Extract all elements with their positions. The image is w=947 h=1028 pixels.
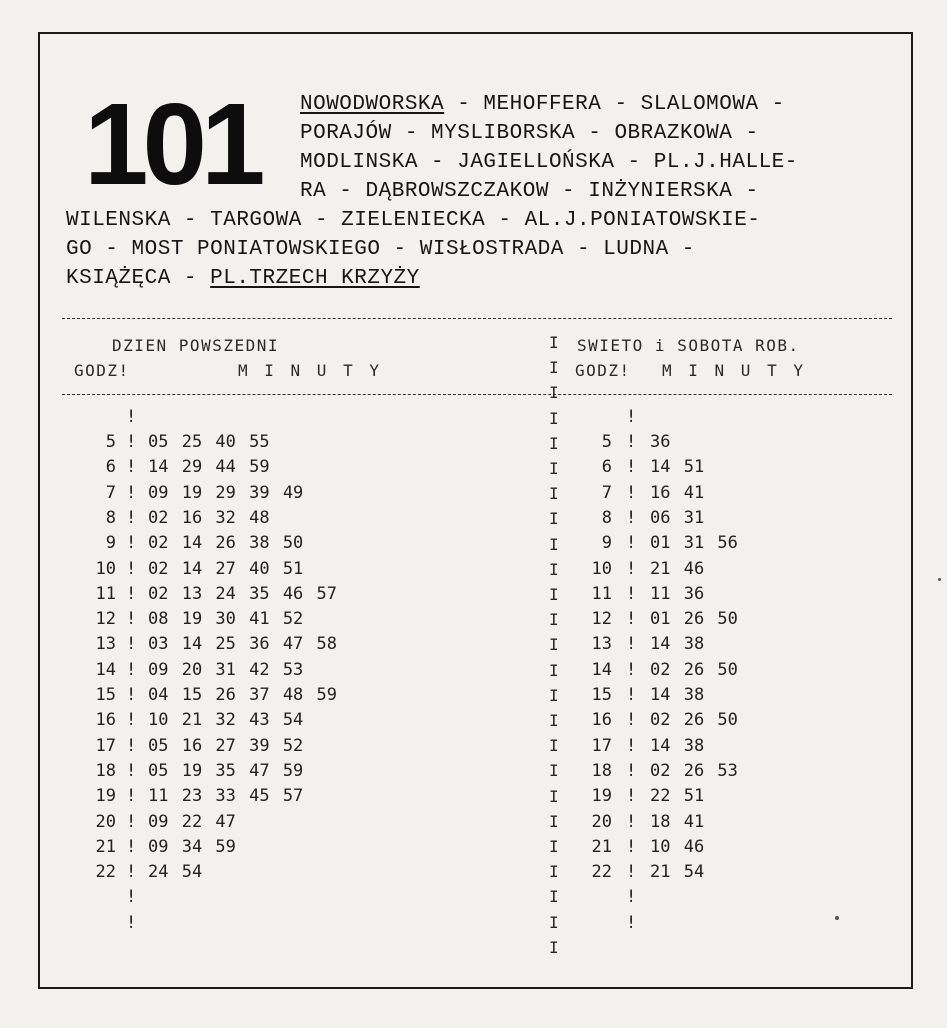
holiday-separator: ! — [626, 685, 637, 705]
weekday-hour: 9 — [105, 533, 116, 554]
weekday-minutes: 05 19 35 47 59 — [148, 760, 304, 781]
holiday-separator: ! — [626, 533, 637, 554]
route-number: 101 — [84, 79, 260, 209]
weekday-hour: 15 — [95, 685, 116, 705]
holiday-hour: 8 — [601, 507, 612, 528]
weekday-title: DZIEN POWSZEDNI — [112, 336, 279, 355]
holiday-hour: 5 — [601, 432, 612, 452]
paper-speck — [938, 578, 941, 581]
route-stops-line-7-start: KSIĄŻĘCA - — [66, 267, 211, 290]
weekday-separator: ! — [126, 786, 137, 807]
weekday-hour: 7 — [105, 482, 116, 503]
holiday-separator: ! — [626, 634, 637, 655]
weekday-separator: ! — [126, 836, 137, 857]
holiday-hour: 9 — [601, 533, 612, 554]
holiday-minutes: 06 31 — [650, 507, 705, 528]
holiday-minutes: 14 38 — [650, 735, 705, 756]
weekday-hour-label: GODZ! — [74, 361, 130, 380]
weekday-separator: ! — [126, 609, 137, 630]
route-stops-line-4: RA - DĄBROWSZCZAKOW - INŻYNIERSKA - — [300, 180, 759, 203]
weekday-hour: 13 — [95, 634, 116, 655]
holiday-separator: ! — [626, 862, 637, 883]
weekday-minutes-label: M I N U T Y — [238, 361, 381, 380]
holiday-hour: 7 — [601, 482, 612, 503]
holiday-hour: 10 — [591, 558, 612, 579]
holiday-separator: ! — [626, 760, 637, 781]
weekday-separator: ! — [126, 887, 137, 908]
weekday-hour: 16 — [95, 710, 116, 731]
holiday-separator: ! — [626, 457, 637, 478]
weekday-minutes: 05 16 27 39 52 — [148, 735, 304, 756]
route-stops-line-2: PORAJÓW - MYSLIBORSKA - OBRAZKOWA - — [300, 122, 759, 145]
weekday-hour: 6 — [105, 457, 116, 478]
weekday-minutes: 09 19 29 39 49 — [148, 482, 304, 503]
holiday-hour: 19 — [591, 786, 612, 807]
start-stop: NOWODWORSKA — [300, 93, 445, 116]
weekday-minutes: 02 13 24 35 46 57 — [148, 583, 337, 604]
weekday-separator: ! — [126, 533, 137, 554]
holiday-hour: 13 — [591, 634, 612, 655]
weekday-separator: ! — [126, 862, 137, 883]
holiday-separator: ! — [626, 836, 637, 857]
weekday-separator: ! — [126, 760, 137, 781]
holiday-minutes: 14 38 — [650, 634, 705, 655]
weekday-minutes: 09 22 47 — [148, 811, 236, 832]
weekday-separator: ! — [126, 811, 137, 832]
weekday-minutes: 02 14 27 40 51 — [148, 558, 304, 579]
weekday-separator: ! — [126, 659, 137, 680]
holiday-title: SWIETO i SOBOTA ROB. — [577, 336, 800, 355]
holiday-minutes: 01 31 56 — [650, 533, 738, 554]
weekday-separator: ! — [126, 406, 137, 427]
route-stops-line-5: WILENSKA - TARGOWA - ZIELENIECKA - AL.J.PONIATOWSKIE- — [66, 209, 761, 232]
header-top-rule — [62, 318, 892, 319]
route-stops-line-6: GO - MOST PONIATOWSKIEGO - WISŁOSTRADA - LUDNA - — [66, 238, 695, 261]
holiday-minutes: 21 54 — [650, 862, 705, 883]
weekday-hour: 18 — [95, 760, 116, 781]
holiday-separator: ! — [626, 583, 637, 604]
weekday-minutes: 09 20 31 42 53 — [148, 659, 304, 680]
weekday-hour: 8 — [105, 507, 116, 528]
header-bottom-rule — [62, 394, 892, 395]
holiday-hour: 21 — [591, 836, 612, 857]
holiday-hour: 17 — [591, 735, 612, 756]
holiday-separator: ! — [626, 482, 637, 503]
weekday-separator: ! — [126, 710, 137, 731]
weekday-hour: 17 — [95, 735, 116, 756]
weekday-hour: 19 — [95, 786, 116, 807]
weekday-hour: 5 — [105, 432, 116, 452]
weekday-minutes: 09 34 59 — [148, 836, 236, 857]
weekday-separator: ! — [126, 583, 137, 604]
weekday-separator: ! — [126, 685, 137, 705]
weekday-separator: ! — [126, 432, 137, 452]
holiday-minutes: 18 41 — [650, 811, 705, 832]
holiday-hour: 11 — [591, 583, 612, 604]
holiday-hour: 16 — [591, 710, 612, 731]
weekday-hour: 22 — [95, 862, 116, 883]
weekday-hour: 10 — [95, 558, 116, 579]
holiday-minutes: 14 51 — [650, 457, 705, 478]
holiday-minutes: 14 38 — [650, 685, 705, 705]
weekday-minutes: 08 19 30 41 52 — [148, 609, 304, 630]
paper-speck — [835, 916, 839, 920]
holiday-separator: ! — [626, 735, 637, 756]
route-stops-line-1-rest: - MEHOFFERA - SLALOMOWA - — [444, 93, 785, 116]
holiday-separator: ! — [626, 811, 637, 832]
holiday-hour-label: GODZ! — [575, 361, 631, 380]
holiday-hour: 20 — [591, 811, 612, 832]
holiday-minutes: 21 46 — [650, 558, 705, 579]
holiday-hour: 12 — [591, 609, 612, 630]
weekday-hour: 21 — [95, 836, 116, 857]
holiday-separator: ! — [626, 558, 637, 579]
holiday-minutes: 16 41 — [650, 482, 705, 503]
weekday-hour: 20 — [95, 811, 116, 832]
holiday-hour: 22 — [591, 862, 612, 883]
holiday-separator: ! — [626, 609, 637, 630]
holiday-separator: ! — [626, 659, 637, 680]
holiday-minutes: 10 46 — [650, 836, 705, 857]
weekday-minutes: 03 14 25 36 47 58 — [148, 634, 337, 655]
weekday-separator: ! — [126, 482, 137, 503]
holiday-minutes: 02 26 50 — [650, 659, 738, 680]
weekday-separator: ! — [126, 558, 137, 579]
holiday-minutes: 01 26 50 — [650, 609, 738, 630]
holiday-minutes: 36 — [650, 432, 671, 452]
route-stops-line-1 — [300, 90, 785, 119]
holiday-hour: 18 — [591, 760, 612, 781]
weekday-minutes: 10 21 32 43 54 — [148, 710, 304, 731]
weekday-hour: 14 — [95, 659, 116, 680]
holiday-hour: 15 — [591, 685, 612, 705]
holiday-minutes: 22 51 — [650, 786, 705, 807]
weekday-minutes: 14 29 44 59 — [148, 457, 270, 478]
weekday-minutes: 02 14 26 38 50 — [148, 533, 304, 554]
weekday-separator: ! — [126, 457, 137, 478]
weekday-separator: ! — [126, 634, 137, 655]
holiday-minutes: 02 26 50 — [650, 710, 738, 731]
route-stops-line-7 — [66, 264, 420, 293]
holiday-separator: ! — [626, 912, 637, 933]
holiday-separator: ! — [626, 507, 637, 528]
holiday-minutes: 02 26 53 — [650, 760, 738, 781]
holiday-hour: 6 — [601, 457, 612, 478]
weekday-minutes: 24 54 — [148, 862, 203, 883]
weekday-separator: ! — [126, 735, 137, 756]
holiday-minutes-label: M I N U T Y — [662, 361, 805, 380]
end-stop: PL.TRZECH KRZYŻY — [210, 267, 420, 290]
weekday-separator: ! — [126, 912, 137, 933]
holiday-separator: ! — [626, 710, 637, 731]
holiday-hour: 14 — [591, 659, 612, 680]
holiday-minutes: 11 36 — [650, 583, 705, 604]
weekday-separator: ! — [126, 507, 137, 528]
column-separator: I I I I I I I I I I I I I I I I I I I I I I I I I — [549, 333, 559, 957]
holiday-separator: ! — [626, 432, 637, 452]
route-stops-line-3: MODLINSKA - JAGIELLOŃSKA - PL.J.HALLE- — [300, 151, 798, 174]
weekday-minutes: 04 15 26 37 48 59 — [148, 685, 337, 705]
weekday-minutes: 02 16 32 48 — [148, 507, 270, 528]
holiday-separator: ! — [626, 786, 637, 807]
holiday-separator: ! — [626, 887, 637, 908]
weekday-hour: 11 — [95, 583, 116, 604]
weekday-hour: 12 — [95, 609, 116, 630]
weekday-minutes: 05 25 40 55 — [148, 432, 270, 452]
holiday-separator: ! — [626, 406, 637, 427]
weekday-minutes: 11 23 33 45 57 — [148, 786, 304, 807]
